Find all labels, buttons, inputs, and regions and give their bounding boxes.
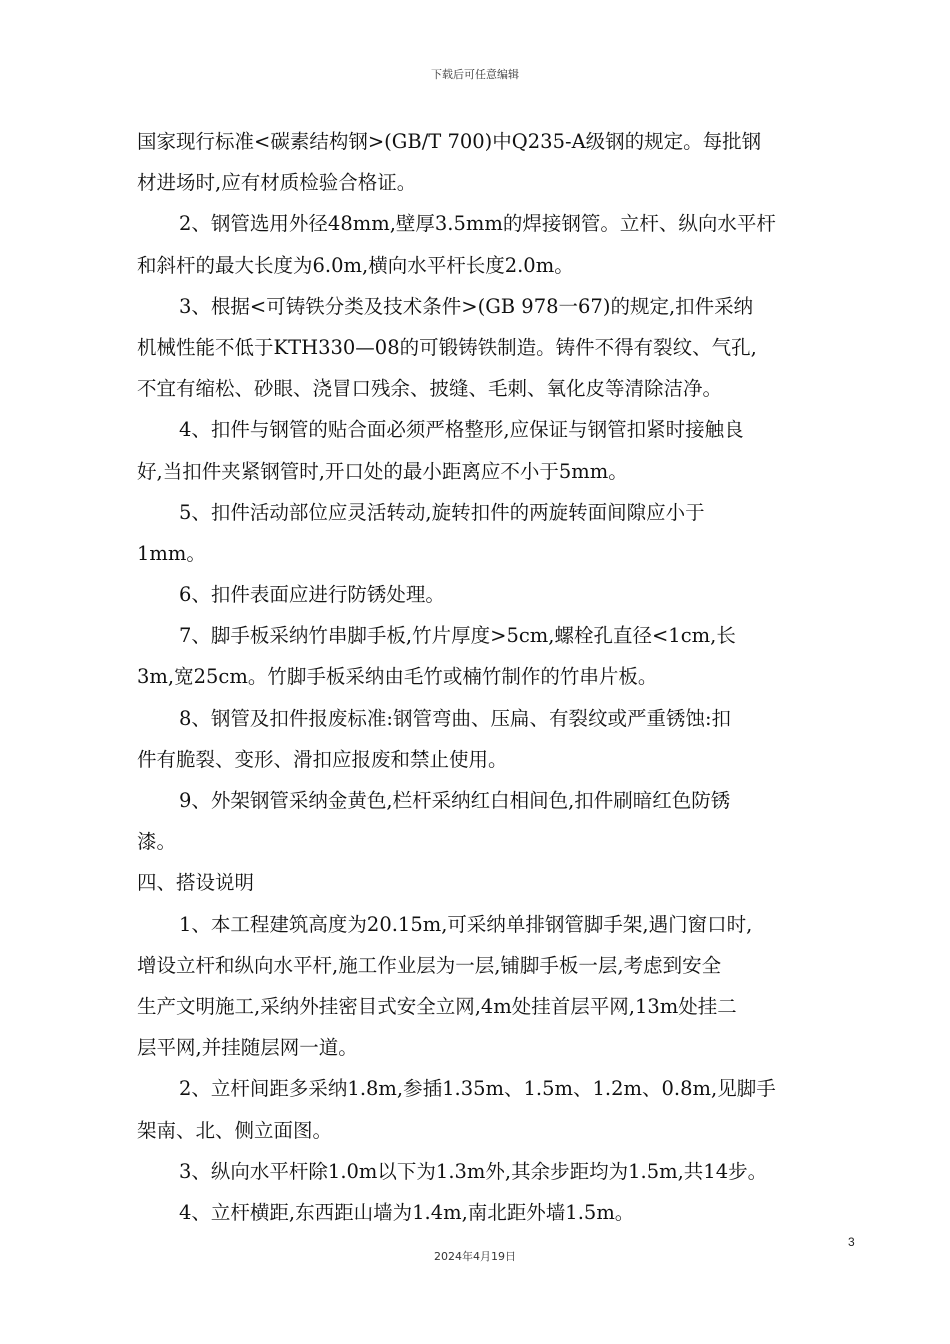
text-line: 生产文明施工,采纳外挂密目式安全立网,4m处挂首层平网,13m处挂二 — [137, 994, 737, 1018]
text-line: 3m,宽25cm。竹脚手板采纳由毛竹或楠竹制作的竹串片板。 — [137, 665, 658, 689]
page-header: 下载后可任意编辑 — [431, 68, 519, 81]
text-line: 3、纵向水平杆除1.0m以下为1.3m外,其余步距均为1.5m,共14步。 — [179, 1159, 768, 1183]
text-line: 不宜有缩松、砂眼、浇冒口残余、披缝、毛刺、氧化皮等清除洁净。 — [137, 377, 723, 401]
text-line: 9、外架钢管采纳金黄色,栏杆采纳红白相间色,扣件刷暗红色防锈 — [179, 789, 731, 812]
text-line: 1、本工程建筑高度为20.15m,可采纳单排钢管脚手架,遇门窗口时, — [179, 912, 753, 936]
text-line: 3、根据<可铸铁分类及技术条件>(GB 978一67)的规定,扣件采纳 — [179, 294, 754, 318]
page-footer-date: 2024年4月19日 — [434, 1250, 516, 1263]
text-line: 8、钢管及扣件报废标准:钢管弯曲、压扁、有裂纹或严重锈蚀:扣 — [179, 706, 732, 730]
text-line: 6、扣件表面应进行防锈处理。 — [179, 583, 445, 607]
text-line: 好,当扣件夹紧钢管时,开口处的最小距离应不小于5mm。 — [137, 459, 628, 483]
text-line: 4、扣件与钢管的贴合面必须严格整形,应保证与钢管扣紧时接触良 — [179, 418, 744, 442]
text-line: 和斜杆的最大长度为6.0m,横向水平杆长度2.0m。 — [137, 253, 574, 277]
text-line: 机械性能不低于KTH330—08的可锻铸铁制造。铸件不得有裂纹、气孔, — [137, 335, 757, 359]
text-line: 5、扣件活动部位应灵活转动,旋转扣件的两旋转面间隙应小于 — [179, 500, 705, 524]
text-line: 2、钢管选用外径48mm,壁厚3.5mm的焊接钢管。立杆、纵向水平杆 — [179, 212, 776, 236]
text-line: 4、立杆横距,东西距山墙为1.4m,南北距外墙1.5m。 — [179, 1200, 635, 1224]
text-line: 2、立杆间距多采纳1.8m,参插1.35m、1.5m、1.2m、0.8m,见脚手 — [179, 1077, 776, 1101]
text-line: 材进场时,应有材质检验合格证。 — [137, 171, 417, 195]
text-line: 件有脆裂、变形、滑扣应报废和禁止使用。 — [137, 747, 508, 771]
page-number: 3 — [848, 1235, 855, 1249]
text-line: 架南、北、侧立面图。 — [137, 1118, 333, 1142]
text-line: 增设立杆和纵向水平杆,施工作业层为一层,铺脚手板一层,考虑到安全 — [137, 953, 722, 977]
document-body — [137, 121, 863, 1233]
text-line: 7、脚手板采纳竹串脚手板,竹片厚度>5cm,螺栓孔直径<1cm,长 — [179, 624, 736, 648]
text-line: 漆。 — [137, 830, 177, 854]
text-line: 1mm。 — [137, 541, 206, 565]
text-line: 四、搭设说明 — [137, 871, 255, 895]
text-line: 国家现行标准<碳素结构钢>(GB/T 700)中Q235-A级钢的规定。每批钢 — [137, 130, 762, 153]
text-line: 层平网,并挂随层网一道。 — [137, 1036, 358, 1060]
